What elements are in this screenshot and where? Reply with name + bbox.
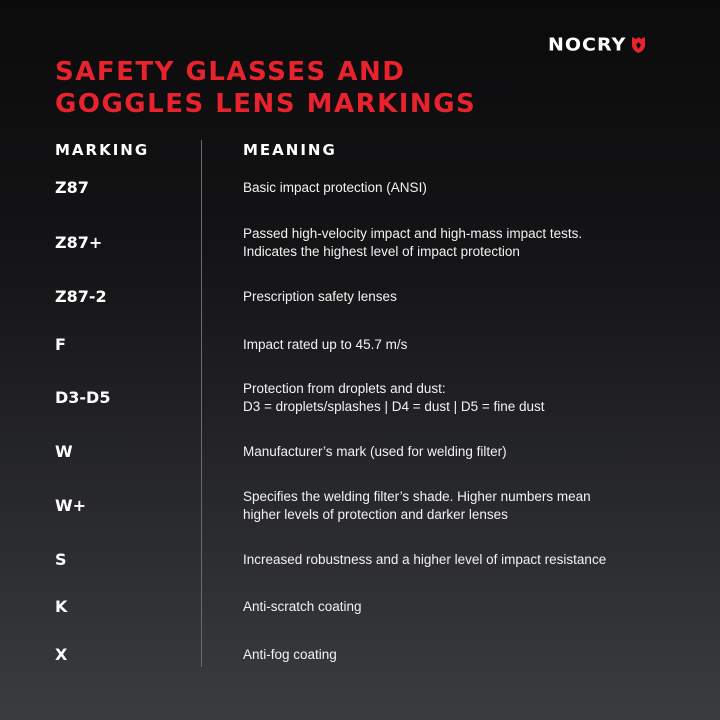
marking-meaning-line: D3 = droplets/splashes | D4 = dust | D5 = fine dust (243, 399, 545, 414)
marking-meaning (243, 288, 683, 306)
marking-meaning-line: Anti-scratch coating (243, 599, 362, 614)
marking-meaning (243, 336, 683, 354)
marking-meaning (243, 488, 683, 524)
marking-meaning-line: Manufacturer’s mark (used for welding filter) (243, 444, 507, 459)
marking-meaning-line: Protection from droplets and dust: (243, 381, 446, 396)
marking-code: K (55, 597, 68, 616)
marking-code: F (55, 335, 66, 354)
marking-code: Z87 (55, 178, 89, 197)
shield-icon (631, 36, 646, 54)
page-title-line-1: SAFETY GLASSES AND (55, 57, 406, 87)
marking-code: X (55, 645, 68, 664)
marking-meaning-line: Basic impact protection (ANSI) (243, 180, 427, 195)
marking-meaning (243, 551, 683, 569)
marking-code: D3-D5 (55, 388, 111, 407)
marking-meaning-line: Anti-fog coating (243, 647, 337, 662)
brand-logo (548, 33, 672, 57)
page-title (55, 56, 476, 120)
marking-code: W (55, 442, 73, 461)
marking-meaning-line: Prescription safety lenses (243, 289, 397, 304)
marking-meaning (243, 646, 683, 664)
marking-meaning (243, 598, 683, 616)
marking-meaning (243, 225, 683, 261)
marking-meaning-line: Passed high-velocity impact and high-mass impact tests. (243, 226, 583, 241)
marking-meaning-line: Indicates the highest level of impact protection (243, 244, 520, 259)
column-header-marking: MARKING (55, 141, 150, 159)
marking-meaning (243, 179, 683, 197)
marking-code: Z87-2 (55, 287, 107, 306)
marking-meaning (243, 380, 683, 416)
marking-meaning-line: Increased robustness and a higher level of impact resistance (243, 552, 607, 567)
page-title-line-2: GOGGLES LENS MARKINGS (55, 89, 477, 119)
marking-meaning-line: higher levels of protection and darker lenses (243, 507, 508, 522)
marking-meaning (243, 443, 683, 461)
marking-code: W+ (55, 496, 87, 515)
column-divider (201, 140, 202, 667)
column-header-meaning: MEANING (243, 141, 337, 159)
marking-meaning-line: Impact rated up to 45.7 m/s (243, 337, 408, 352)
marking-code: S (55, 550, 67, 569)
marking-code: Z87+ (55, 233, 103, 252)
marking-meaning-line: Specifies the welding filter’s shade. Higher numbers mean (243, 489, 591, 504)
brand-logo-text: NOCRY (548, 34, 627, 56)
